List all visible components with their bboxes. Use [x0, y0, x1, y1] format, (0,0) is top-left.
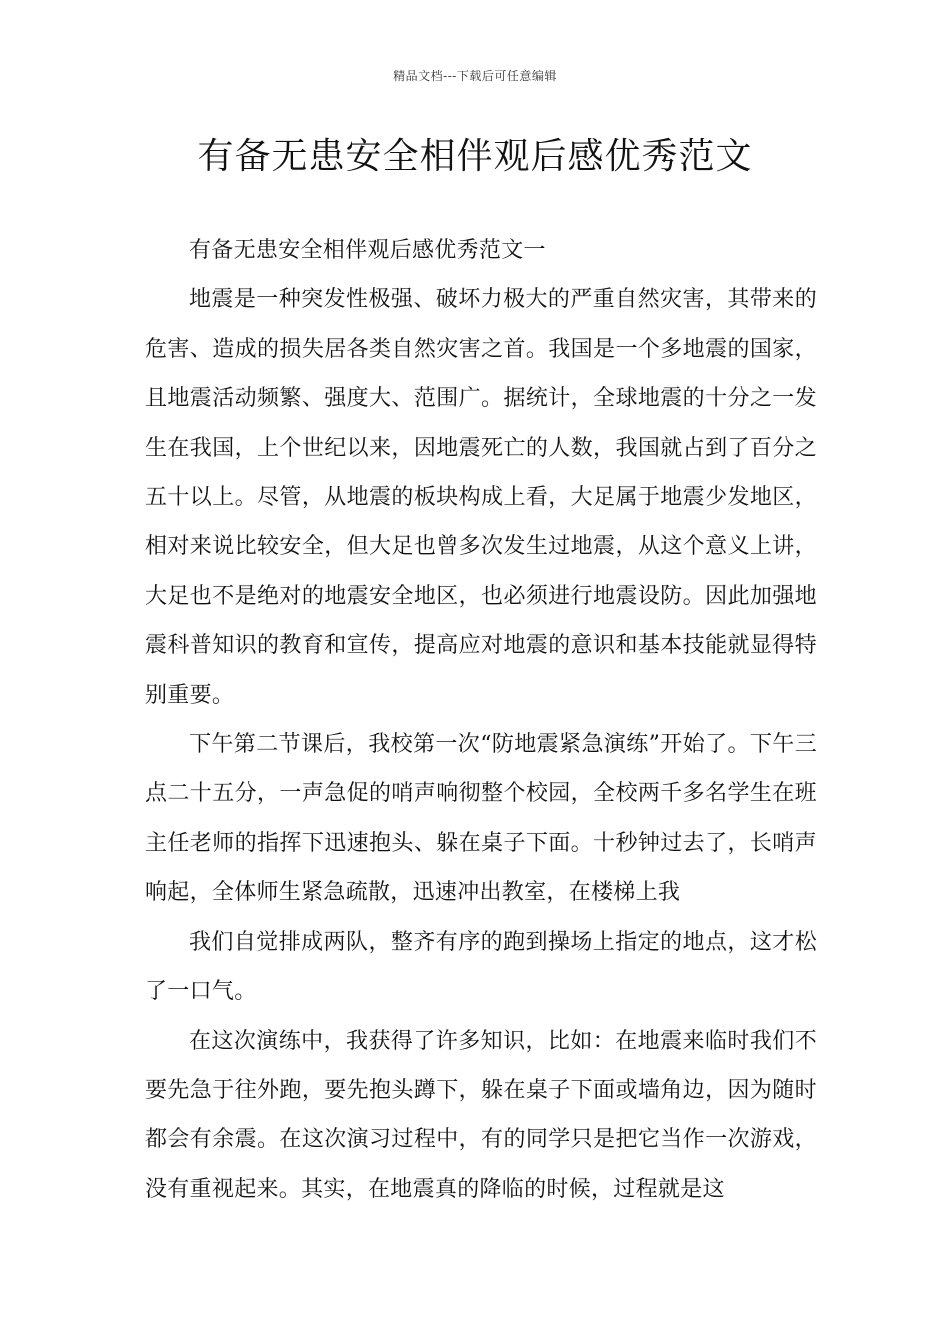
header-note: 精品文档---下载后可任意编辑 — [393, 69, 557, 83]
document-title: 有备无患安全相伴观后感优秀范文 — [197, 136, 753, 177]
document-body — [145, 226, 817, 1214]
body-paragraph: 地震是一种突发性极强、破坏力极大的严重自然灾害，其带来的危害、造成的损失居各类自然灾害之首。我国是一个多地震的国家，且地震活动频繁、强度大、范围广。据统计，全球地震的十分之一发生在我国，上个世纪以来，因地震死亡的人数，我国就占到了百分之五十以上。尽管，从地震的板块构成上看，大足属于地震少发地区，相对来说比较安全，但大足也曾多次发生过地震，从这个意义上讲，大足也不是绝对的地震安全地区，也必须进行地震设防。因此加强地震科普知识的教育和宣传，提高应对地震的意识和基本技能就显得特别重要。 — [145, 287, 817, 708]
body-paragraph: 我们自觉排成两队，整齐有序的跑到操场上指定的地点，这才松了一口气。 — [145, 929, 817, 1005]
body-paragraph: 下午第二节课后，我校第一次“防地震紧急演练”开始了。下午三点二十五分，一声急促的哨声响彻整个校园，全校两千多名学生在班主任老师的指挥下迅速抱头、躲在桌子下面。十秒钟过去了，长哨声响起，全体师生紧急疏散，迅速冲出教室，在楼梯上我 — [145, 732, 817, 906]
subtitle-paragraph: 有备无患安全相伴观后感优秀范文一 — [189, 238, 546, 263]
body-paragraph: 在这次演练中，我获得了许多知识，比如：在地震来临时我们不要先急于往外跑，要先抱头蹲下，躲在桌子下面或墙角边，因为随时都会有余震。在这次演习过程中，有的同学只是把它当作一次游戏，没有重视起来。其实，在地震真的降临的时候，过程就是这 — [145, 1028, 817, 1202]
